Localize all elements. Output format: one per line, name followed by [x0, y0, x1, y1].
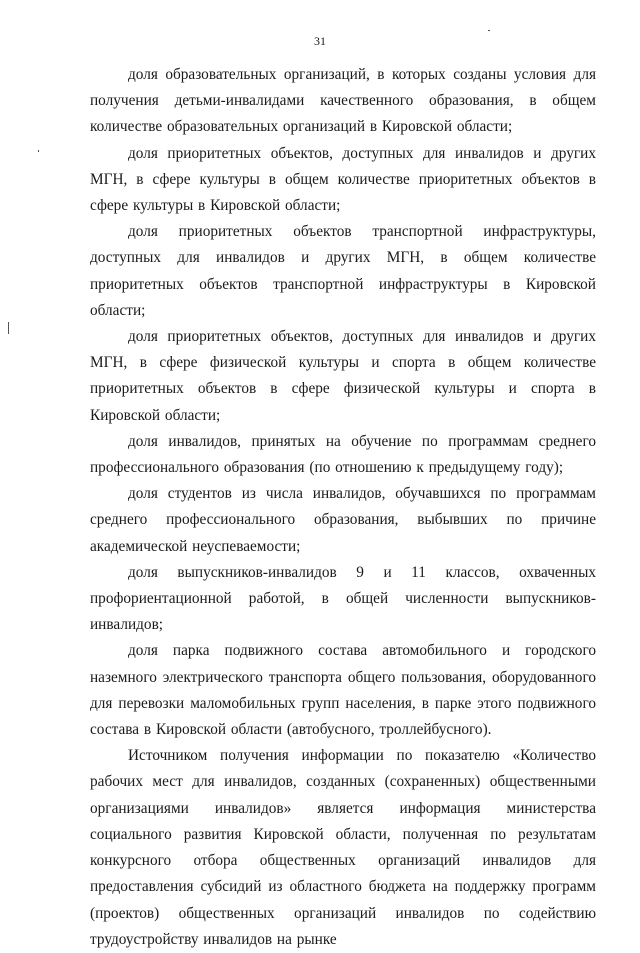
paragraph: Источником получения информации по показателю «Количество рабочих мест для инвалидов, созданных (сохраненных) общественными организациями инвалидов» является информация министерства социального развития Кировской области, полученная по результатам конкурсного отбора общественных организаций инвалидов для предоставления субсидий из областного бюджета на поддержку программ (проектов) общественных организаций инвалидов по содействию трудоустройству инвалидов на рынке	[90, 747, 596, 948]
scan-mark	[488, 30, 490, 31]
page-number: 31	[314, 34, 326, 48]
scan-mark	[38, 150, 39, 152]
scan-mark	[8, 322, 9, 334]
paragraph: доля студентов из числа инвалидов, обучавшихся по программам среднего профессионального образования, выбывших по причине академической неуспеваемости;	[90, 485, 596, 555]
paragraph: доля выпускников-инвалидов 9 и 11 классов, охваченных профориентационной работой, в общей численности выпускников-инвалидов;	[90, 563, 596, 634]
paragraph: доля парка подвижного состава автомобильного и городского наземного электрического транспорта общего пользования, оборудованного для перевозки маломобильных групп населения, в парке этого подвижного состава в Кировской области (автобусного, троллейбусного).	[90, 642, 596, 739]
body-text	[90, 62, 596, 953]
paragraph: доля приоритетных объектов, доступных для инвалидов и других МГН, в сфере физической культуры и спорта в общем количестве приоритетных объектов в сфере физической культуры и спорта в Кировской области;	[90, 328, 596, 424]
paragraph: доля приоритетных объектов, доступных для инвалидов и других МГН, в сфере культуры в общем количестве приоритетных объектов в сфере культуры в Кировской области;	[90, 144, 596, 215]
paragraph: доля инвалидов, принятых на обучение по программам среднего профессионального образования (по отношению к предыдущему году);	[90, 432, 596, 477]
paragraph: доля образовательных организаций, в которых созданы условия для получения детьми-инвалидами качественного образования, в общем количестве образовательных организаций в Кировской области;	[90, 66, 596, 136]
paragraph: доля приоритетных объектов транспортной инфраструктуры, доступных для инвалидов и других МГН, в общем количестве приоритетных объектов транспортной инфраструктуры в Кировской области;	[90, 223, 596, 319]
